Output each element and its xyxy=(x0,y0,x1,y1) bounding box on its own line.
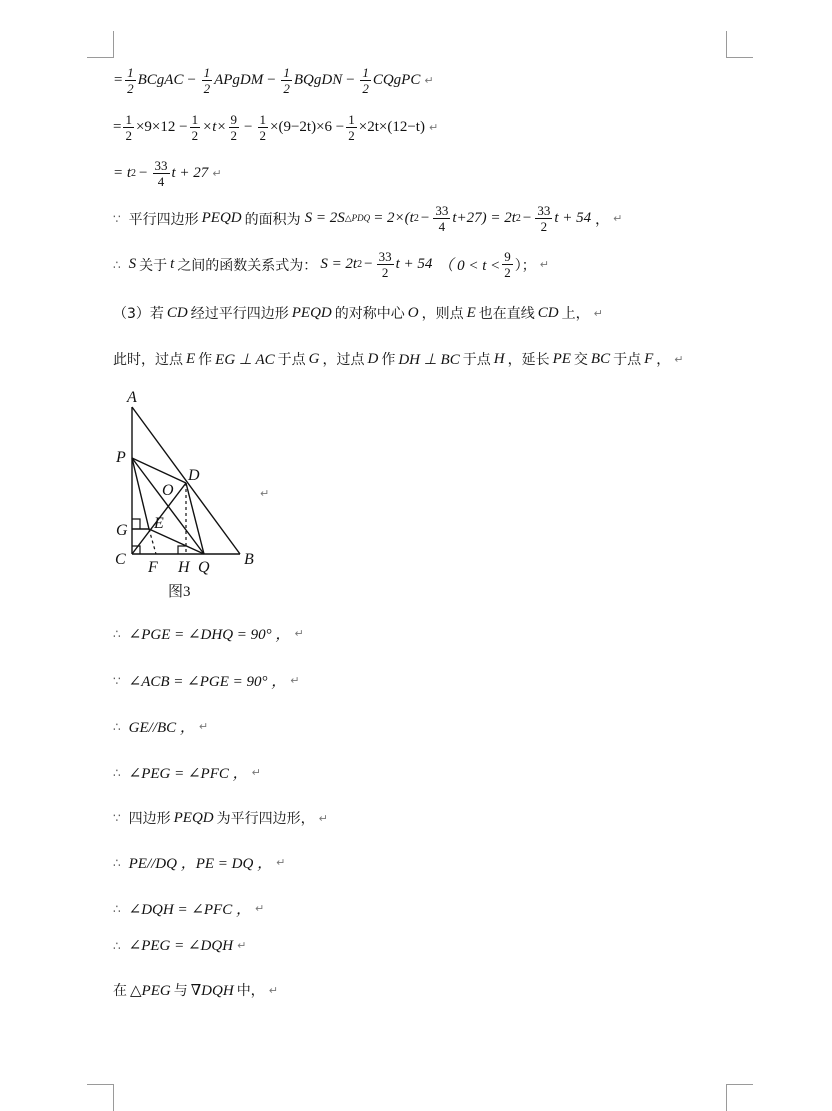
page-corner-mark-bottom-left xyxy=(87,1084,114,1111)
fraction-half: $\frac{1}{2}$ xyxy=(259,112,266,143)
formula-line-1: = $\frac{1}{2}$ BCgAC − $\frac{1}{2}$ APgDM − $\frac{1}{2}$ BQgDN − $\frac{1}{2}$ CQgPC ↵ xyxy=(113,65,434,96)
right-angle-mark-h xyxy=(178,546,186,554)
part-3-statement: （3）若 CD 经过平行四边形 PEQD 的对称中心 O ，则点 E 也在直线 CD 上， ↵ xyxy=(113,304,603,322)
term-cqgpc: CQgPC xyxy=(372,72,421,88)
fraction-half: $\frac{1}{2}$ xyxy=(283,65,290,96)
equals-sign: = xyxy=(113,72,124,88)
construction-statement: 此时，过点 E 作 EG ⊥ AC 于点 G ，过点 D 作 DH ⊥ BC 于点 H ，延长 PE 交 BC 于点 F ， ↵ xyxy=(113,350,684,368)
page-corner-mark-bottom-right xyxy=(726,1084,753,1111)
proof-step-6: ∴ PE//DQ ，PE = DQ ， ↵ xyxy=(113,855,286,872)
proof-step-7: ∴ ∠DQH = ∠PFC ， ↵ xyxy=(113,901,265,918)
proof-step-2: ∵ ∠ACB = ∠PGE = 90° ， ↵ xyxy=(113,673,300,690)
term-bqgdn: BQgDN xyxy=(293,72,343,88)
paragraph-mark: ↵ xyxy=(260,487,270,500)
label-g: G xyxy=(116,522,128,539)
proof-step-4: ∴ ∠PEG = ∠PFC ， ↵ xyxy=(113,765,261,782)
label-e: E xyxy=(154,515,164,532)
term-9x12: ×9×12 − xyxy=(135,119,188,135)
fraction-half: $\frac{1}{2}$ xyxy=(348,112,355,143)
page-corner-mark-top-left xyxy=(87,31,114,58)
label-c: C xyxy=(115,551,126,568)
label-q: Q xyxy=(198,559,210,576)
geometry-figure-3 xyxy=(108,385,278,610)
term-bcgac: BCgAC xyxy=(137,72,184,88)
fraction-half: $\frac{1}{2}$ xyxy=(362,65,369,96)
label-f: F xyxy=(148,559,158,576)
right-angle-mark-g xyxy=(132,519,140,529)
proof-step-8: ∴ ∠PEG = ∠DQH ↵ xyxy=(113,938,247,954)
fraction-half: $\frac{1}{2}$ xyxy=(125,112,132,143)
formula-line-2: = $\frac{1}{2}$ ×9×12 − $\frac{1}{2}$ ×t× $\frac{9}{2}$ − $\frac{1}{2}$ ×(9−2t)×6 − $\frac{1}{2}$ ×2t×(12−t) ↵ xyxy=(113,112,439,143)
area-statement-line: ∵ 平行四边形 PEQD 的面积为 S = 2S △PDQ = 2×(t 2 − $\frac{33}{4}$ t+27) = 2t 2 − $\frac{33}{2}$ t + 54 ， ↵ xyxy=(113,203,623,234)
fraction-nine-half: $\frac{9}{2}$ xyxy=(230,112,238,143)
segment-ef-dashed xyxy=(149,529,156,554)
fraction-half: $\frac{1}{2}$ xyxy=(127,65,134,96)
fraction-half: $\frac{1}{2}$ xyxy=(203,65,211,96)
label-b: B xyxy=(244,551,254,568)
figure-caption: 图3 xyxy=(168,584,191,600)
proof-step-3: ∴ GE//BC ， ↵ xyxy=(113,719,209,736)
label-a: A xyxy=(127,389,137,406)
label-p: P xyxy=(116,449,126,466)
fraction-33-4: $\frac{33}{4}$ xyxy=(154,158,168,189)
segment-eq xyxy=(149,529,204,554)
therefore-symbol: ∴ xyxy=(113,257,121,272)
label-h: H xyxy=(178,559,190,576)
formula-line-3: = t 2 − $\frac{33}{4}$ t + 27 ↵ xyxy=(113,158,222,189)
triangle-comparison-line: 在 △PEG 与 ∇DQH 中， ↵ xyxy=(113,982,278,999)
proof-step-5: ∵ 四边形 PEQD 为平行四边形， ↵ xyxy=(113,809,328,827)
function-relation-line: ∴ S 关于 t 之间的函数关系式为： S = 2t 2 − $\frac{33}{2}$ t + 54 （ 0 < t < $\frac{9}{2}$ ）； ↵ xyxy=(113,249,550,280)
label-o: O xyxy=(162,482,174,499)
page-corner-mark-top-right xyxy=(726,31,753,58)
fraction-half: $\frac{1}{2}$ xyxy=(191,112,199,143)
proof-step-1: ∴ ∠PGE = ∠DHQ = 90° ， ↵ xyxy=(113,626,304,643)
because-symbol: ∵ xyxy=(113,211,121,226)
term-apgdm: APgDM xyxy=(214,72,264,88)
label-d: D xyxy=(188,467,200,484)
figure-3-drawing xyxy=(108,385,278,605)
paragraph-mark: ↵ xyxy=(424,74,434,87)
